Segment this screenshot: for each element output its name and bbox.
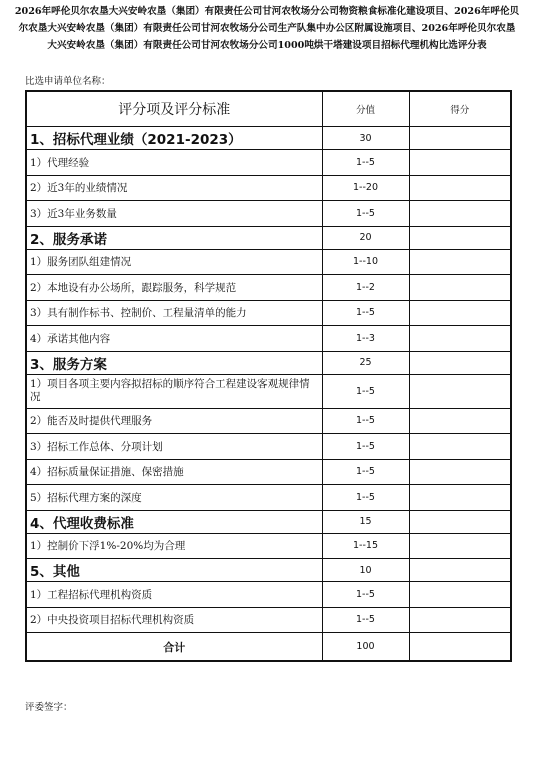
section-title: 3、服务方案 [26, 351, 322, 374]
judge-signature-label: 评委签字： [25, 702, 73, 713]
score-value: 30 [322, 127, 409, 150]
section-title: 2、服务承诺 [26, 226, 322, 249]
score-value: 1--10 [322, 249, 409, 275]
table-row [26, 607, 511, 633]
criterion-label: 2）近3年的业绩情况 [26, 175, 322, 201]
total-row [26, 633, 511, 662]
score-value: 1--5 [322, 485, 409, 511]
score-value: 1--5 [322, 201, 409, 227]
score-obtained-cell[interactable] [409, 201, 511, 227]
score-obtained-cell[interactable] [409, 150, 511, 176]
score-value: 1--20 [322, 175, 409, 201]
header-score-obtained: 得分 [409, 91, 511, 127]
score-obtained-cell[interactable] [409, 607, 511, 633]
score-value: 1--5 [322, 374, 409, 408]
table-row [26, 533, 511, 559]
criterion-label: 1）项目各项主要内容拟招标的顺序符合工程建设客观规律情况 [26, 374, 322, 408]
criterion-label: 1）服务团队组建情况 [26, 249, 322, 275]
score-obtained-cell[interactable] [409, 408, 511, 434]
table-row [26, 326, 511, 352]
score-obtained-cell[interactable] [409, 485, 511, 511]
header-criteria: 评分项及评分标准 [26, 91, 322, 127]
score-value: 1--5 [322, 607, 409, 633]
table-row [26, 201, 511, 227]
criterion-label: 1）代理经验 [26, 150, 322, 176]
table-row [26, 275, 511, 301]
criterion-label: 3）近3年业务数量 [26, 201, 322, 227]
table-row [26, 374, 511, 408]
section-row [26, 559, 511, 582]
criterion-label: 2）能否及时提供代理服务 [26, 408, 322, 434]
scoring-table [25, 90, 512, 662]
table-header-row [26, 91, 511, 127]
table-row [26, 459, 511, 485]
score-value: 10 [322, 559, 409, 582]
score-value: 25 [322, 351, 409, 374]
score-value: 1--5 [322, 300, 409, 326]
score-obtained-cell[interactable] [409, 459, 511, 485]
score-obtained-cell[interactable] [409, 326, 511, 352]
section-title: 1、招标代理业绩（2021-2023） [26, 127, 322, 150]
score-obtained-cell[interactable] [409, 533, 511, 559]
score-value: 1--5 [322, 408, 409, 434]
section-row [26, 351, 511, 374]
table-row [26, 582, 511, 608]
score-obtained-cell[interactable] [409, 633, 511, 662]
score-value: 1--5 [322, 434, 409, 460]
score-obtained-cell[interactable] [409, 127, 511, 150]
section-row [26, 226, 511, 249]
section-row [26, 510, 511, 533]
score-obtained-cell[interactable] [409, 275, 511, 301]
score-value: 15 [322, 510, 409, 533]
table-row [26, 300, 511, 326]
score-obtained-cell[interactable] [409, 434, 511, 460]
table-row [26, 408, 511, 434]
section-title: 5、其他 [26, 559, 322, 582]
criterion-label: 3）具有制作标书、控制价、工程量清单的能力 [26, 300, 322, 326]
applicant-unit-label: 比选申请单位名称： [25, 76, 111, 87]
table-row [26, 150, 511, 176]
score-obtained-cell[interactable] [409, 559, 511, 582]
table-row [26, 434, 511, 460]
total-label: 合计 [26, 633, 322, 662]
score-obtained-cell[interactable] [409, 300, 511, 326]
criterion-label: 5）招标代理方案的深度 [26, 485, 322, 511]
section-title: 4、代理收费标准 [26, 510, 322, 533]
criterion-label: 2）本地设有办公场所，跟踪服务，科学规范 [26, 275, 322, 301]
score-value: 1--3 [322, 326, 409, 352]
score-value: 20 [322, 226, 409, 249]
score-value: 1--2 [322, 275, 409, 301]
score-obtained-cell[interactable] [409, 226, 511, 249]
score-value: 1--5 [322, 150, 409, 176]
score-value: 1--15 [322, 533, 409, 559]
score-obtained-cell[interactable] [409, 582, 511, 608]
score-obtained-cell[interactable] [409, 175, 511, 201]
score-value: 1--5 [322, 582, 409, 608]
score-obtained-cell[interactable] [409, 510, 511, 533]
criterion-label: 1）控制价下浮1%-20%均为合理 [26, 533, 322, 559]
score-obtained-cell[interactable] [409, 374, 511, 408]
header-score-value: 分值 [322, 91, 409, 127]
criterion-label: 4）承诺其他内容 [26, 326, 322, 352]
table-row [26, 485, 511, 511]
criterion-label: 3）招标工作总体、分项计划 [26, 434, 322, 460]
score-value: 1--5 [322, 459, 409, 485]
section-row [26, 127, 511, 150]
criterion-label: 2）中央投资项目招标代理机构资质 [26, 607, 322, 633]
criterion-label: 1）工程招标代理机构资质 [26, 582, 322, 608]
score-obtained-cell[interactable] [409, 249, 511, 275]
table-row [26, 175, 511, 201]
table-row [26, 249, 511, 275]
score-obtained-cell[interactable] [409, 351, 511, 374]
total-score-value: 100 [322, 633, 409, 662]
criterion-label: 4）招标质量保证措施、保密措施 [26, 459, 322, 485]
document-title: 2026年呼伦贝尔农垦大兴安岭农垦（集团）有限责任公司甘河农牧场分公司物资粮食标准化建设项目、2026年呼伦贝尔农垦大兴安岭农垦（集团）有限责任公司甘河农牧场分公司生产队集中办公区附属设施项目、2026年呼伦贝尔农垦大兴安岭农垦（集团）有限责任公司甘河农牧场分公司1000吨烘干塔建设项目招标代理机构比选评分表 [14, 6, 520, 51]
